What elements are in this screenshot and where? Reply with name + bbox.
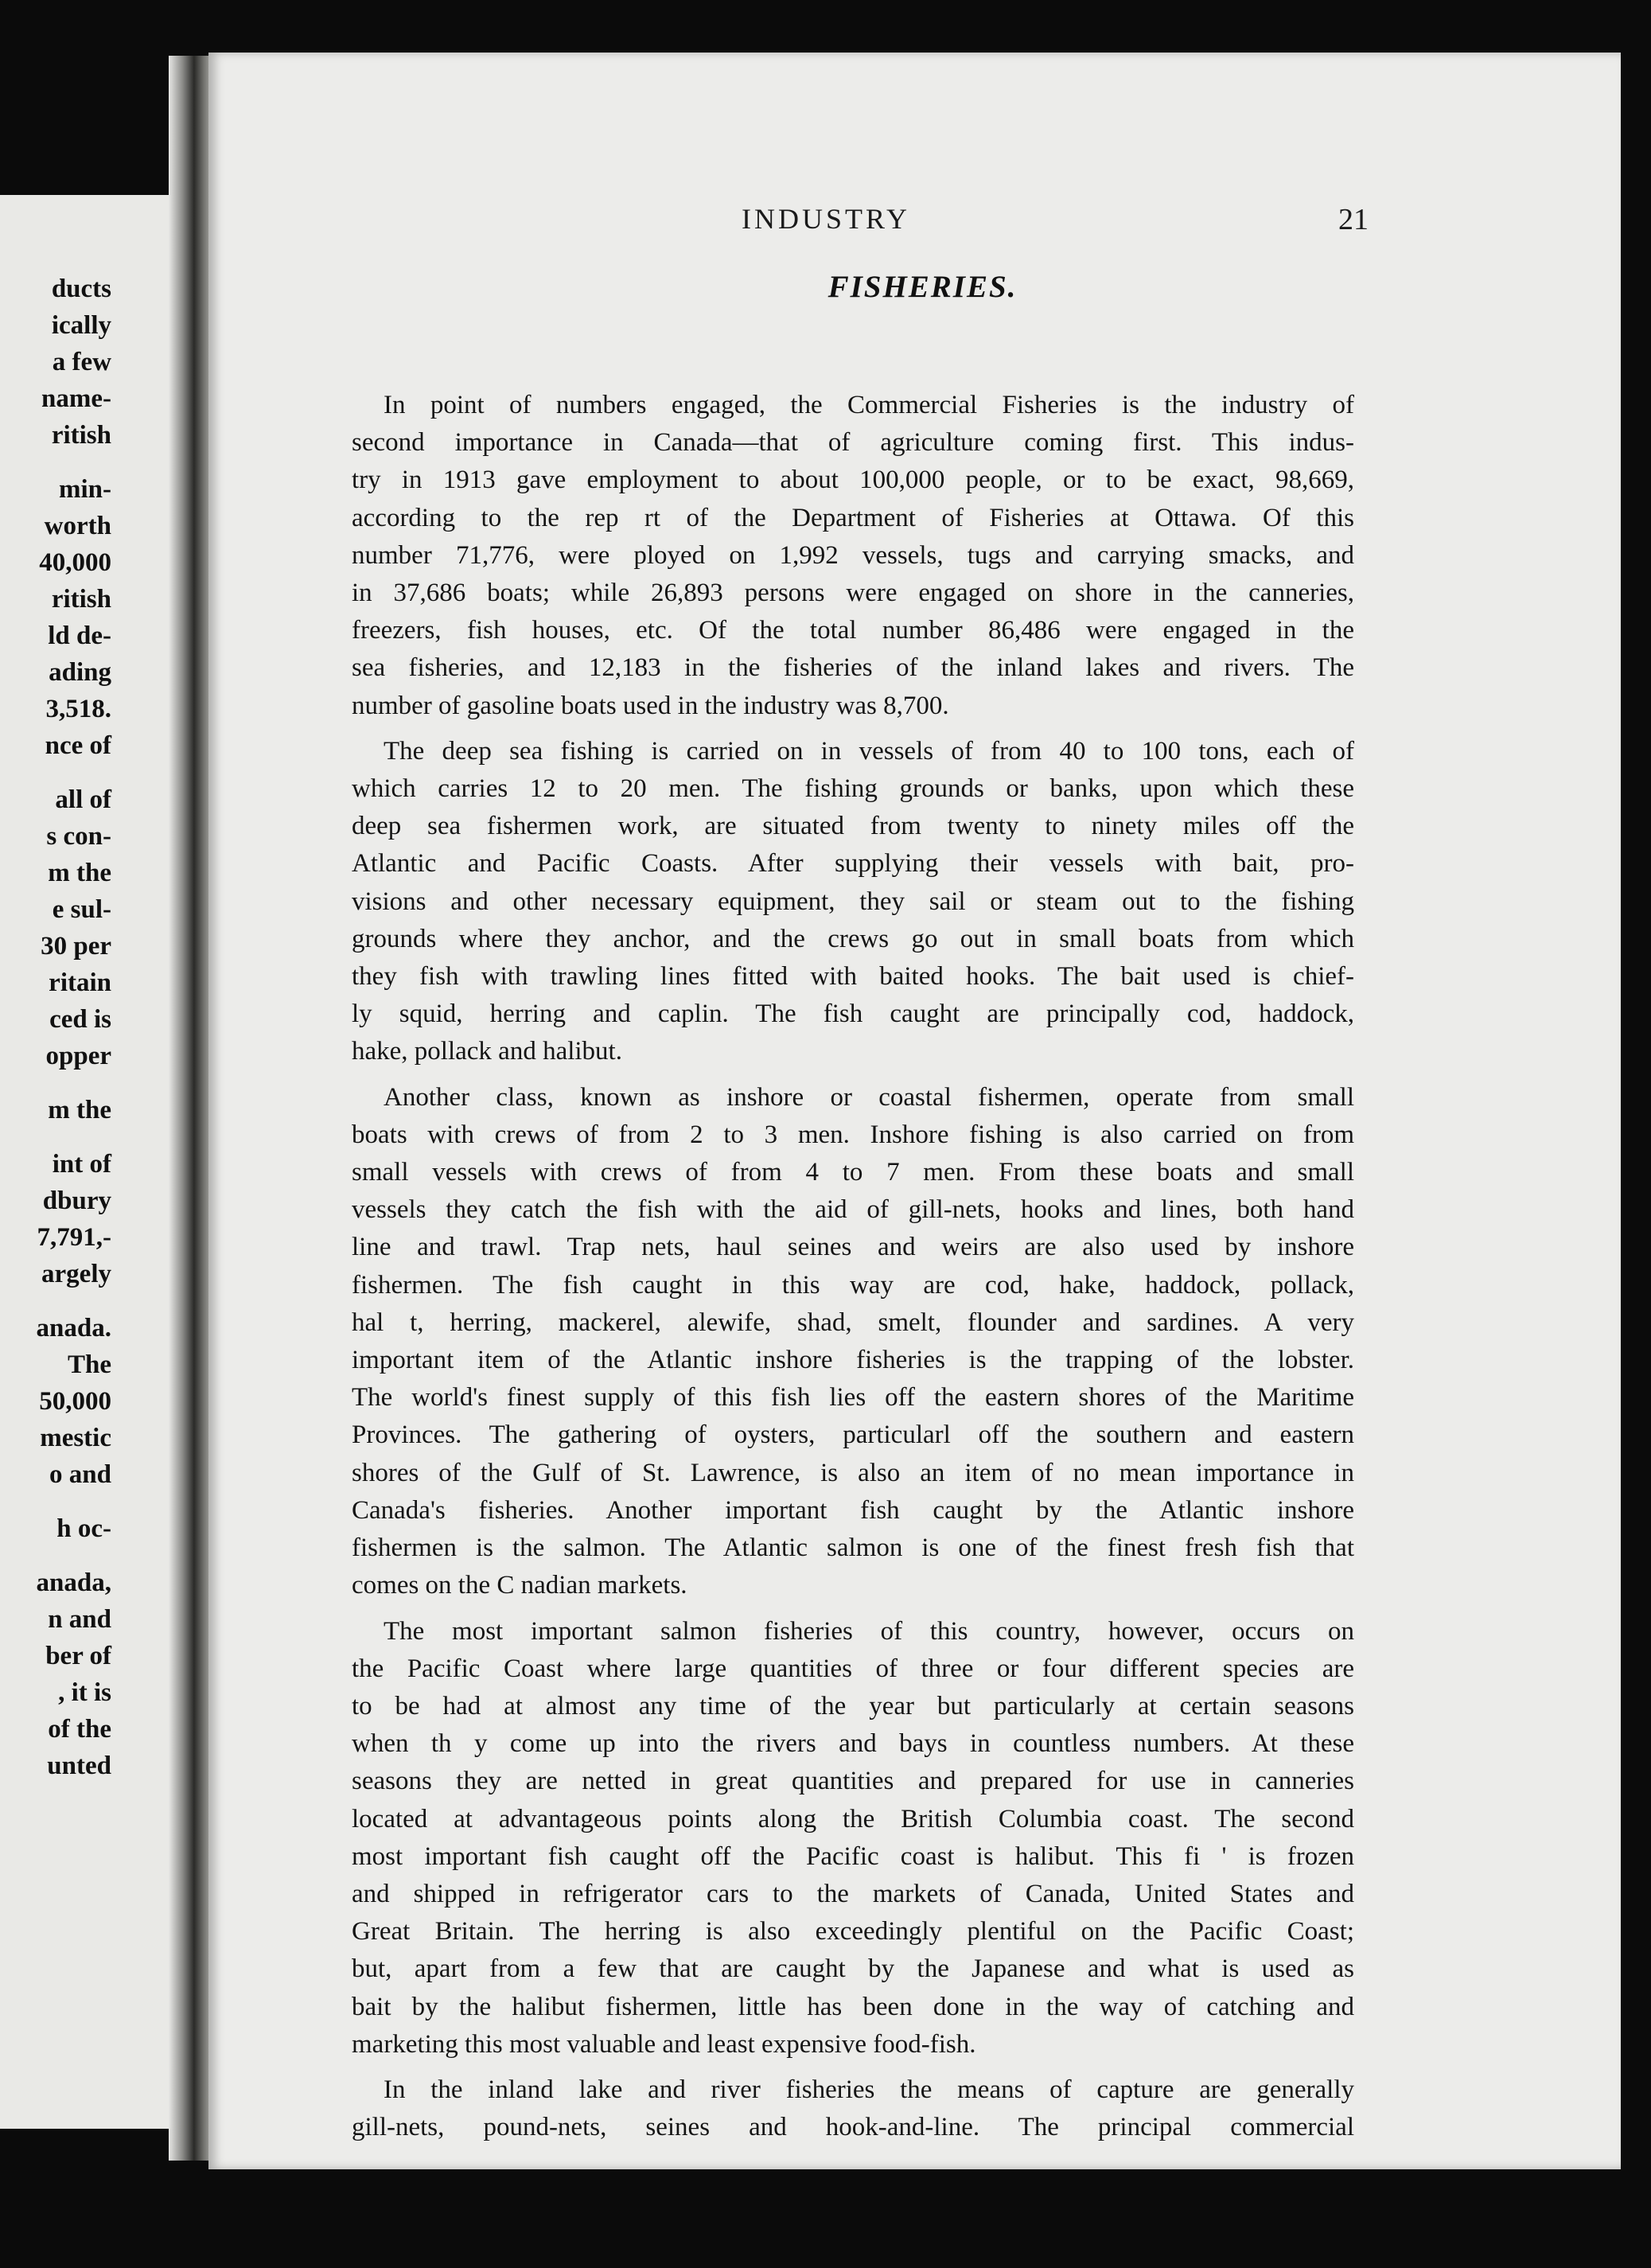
facing-page-text-fragment: The: [67, 1350, 111, 1379]
text-line: which carries 12 to 20 men. The fishing grounds or banks, upon which these: [352, 774, 1354, 804]
body-text: [352, 387, 1354, 2154]
facing-page-text-fragment: e sul-: [52, 895, 111, 924]
text-line: Atlantic and Pacific Coasts. After supplying their vessels with bait, pro-: [352, 849, 1354, 879]
text-line: boats with crews of from 2 to 3 men. Inshore fishing is also carried on from: [352, 1120, 1354, 1149]
text-line: Canada's fisheries. Another important fish caught by the Atlantic inshore: [352, 1495, 1354, 1525]
text-line: The world's finest supply of this fish lies off the eastern shores of the Maritime: [352, 1383, 1354, 1413]
facing-page-text-fragment: ber of: [45, 1642, 111, 1670]
facing-page-text-fragment: 50,000: [39, 1387, 111, 1416]
text-line: important item of the Atlantic inshore fisheries is the trapping of the lobster.: [352, 1346, 1354, 1375]
facing-page-text-fragment: 3,518.: [45, 695, 111, 723]
facing-page-fragment: [0, 195, 181, 2129]
text-line: Provinces. The gathering of oysters, particularl off the southern and eastern: [352, 1420, 1354, 1450]
text-line: grounds where they anchor, and the crews go out in small boats from which: [352, 924, 1354, 953]
text-line: shores of the Gulf of St. Lawrence, is also an item of no mean importance in: [352, 1458, 1354, 1487]
text-line: they fish with trawling lines fitted with baited hooks. The bait used is chief-: [352, 962, 1354, 992]
facing-page-text-fragment: ically: [51, 311, 111, 340]
facing-page-text-fragment: 30 per: [41, 932, 111, 961]
text-line: In the inland lake and river fisheries the means of capture are generally: [384, 2075, 1354, 2104]
facing-page-text-fragment: ced is: [49, 1005, 111, 1034]
text-line: gill-nets, pound-nets, seines and hook-and-line. The principal commercial: [352, 2113, 1354, 2142]
text-line: In point of numbers engaged, the Commercial Fisheries is the industry of: [384, 391, 1354, 419]
facing-page-text-fragment: nce of: [45, 731, 111, 760]
text-line: Another class, known as inshore or coastal fishermen, operate from small: [384, 1082, 1354, 1112]
facing-page-text-fragment: unted: [47, 1752, 111, 1780]
text-line: second importance in Canada—that of agriculture coming first. This indus-: [352, 428, 1354, 458]
facing-page-text-fragment: m the: [48, 1096, 111, 1124]
facing-page-text-fragment: ld de-: [48, 622, 111, 650]
text-line: vessels they catch the fish with the aid of gill-nets, hooks and lines, both hand: [352, 1195, 1354, 1225]
text-line: seasons they are netted in great quantities and prepared for use in canneries: [352, 1767, 1354, 1796]
text-line: fishermen. The fish caught in this way are cod, hake, haddock, pollack,: [352, 1270, 1354, 1300]
facing-page-text-fragment: n and: [48, 1605, 111, 1634]
facing-page-text-fragment: ritish: [51, 421, 111, 450]
text-line: ly squid, herring and caplin. The fish caught are principally cod, haddock,: [352, 1000, 1354, 1029]
text-line: line and trawl. Trap nets, haul seines and weirs are also used by inshore: [352, 1233, 1354, 1262]
facing-page-text-fragment: anada.: [36, 1314, 111, 1342]
text-line: number of gasoline boats used in the industry was 8,700.: [352, 691, 949, 720]
section-title: FISHERIES.: [827, 270, 1018, 304]
facing-page-text-fragment: h oc-: [56, 1514, 111, 1543]
facing-page-text-fragment: ading: [49, 658, 111, 687]
text-line: marketing this most valuable and least expensive food-fish.: [352, 2029, 976, 2059]
text-line: located at advantageous points along the British Columbia coast. The second: [352, 1804, 1354, 1833]
page-number: 21: [1338, 203, 1369, 236]
facing-page-text-fragment: mestic: [40, 1424, 111, 1452]
text-line: visions and other necessary equipment, they sail or steam out to the fishing: [352, 887, 1354, 916]
text-line: comes on the C nadian markets.: [352, 1571, 687, 1600]
facing-page-text-fragment: ritish: [51, 585, 111, 614]
text-line: bait by the halibut fishermen, little has been done in the way of catching and: [352, 1992, 1354, 2021]
page-header: [208, 202, 1621, 250]
paragraph: [352, 387, 1354, 725]
paragraph: [352, 1079, 1354, 1605]
text-line: hal t, herring, mackerel, alewife, shad, smelt, flounder and sardines. A very: [352, 1307, 1354, 1337]
text-line: the Pacific Coast where large quantities of three or four different species are: [352, 1654, 1354, 1683]
text-line: in 37,686 boats; while 26,893 persons were engaged on shore in the canneries,: [352, 579, 1354, 608]
text-line: but, apart from a few that are caught by the Japanese and what is used as: [352, 1954, 1354, 1984]
facing-page-text-fragment: min-: [59, 475, 111, 504]
facing-page-text-fragment: 7,791,-: [37, 1223, 111, 1252]
facing-page-text-fragment: name-: [41, 384, 111, 413]
facing-page-text-fragment: s con-: [46, 822, 111, 851]
paragraph: [352, 733, 1354, 1071]
text-line: freezers, fish houses, etc. Of the total number 86,486 were engaged in the: [352, 616, 1354, 645]
facing-page-text-fragment: a few: [52, 348, 111, 376]
paragraph: [352, 2071, 1354, 2146]
text-line: when th y come up into the rivers and bays in countless numbers. At these: [352, 1729, 1354, 1759]
facing-page-text-fragment: int of: [52, 1150, 111, 1179]
facing-page-text-fragment: all of: [55, 785, 111, 814]
facing-page-text-fragment: dbury: [42, 1187, 111, 1215]
facing-page-text-fragment: of the: [48, 1715, 111, 1744]
facing-page-text-fragment: anada,: [36, 1569, 111, 1597]
text-line: hake, pollack and halibut.: [352, 1037, 622, 1066]
facing-page-text-fragment: worth: [44, 512, 111, 540]
text-line: The deep sea fishing is carried on in vessels of from 40 to 100 tons, each of: [384, 736, 1354, 766]
facing-page-text-fragment: argely: [41, 1260, 111, 1288]
text-line: number 71,776, were ployed on 1,992 vessels, tugs and carrying smacks, and: [352, 540, 1354, 570]
text-line: most important fish caught off the Pacific coast is halibut. This fi ' is frozen: [352, 1841, 1354, 1871]
facing-page-text-fragment: opper: [45, 1042, 111, 1070]
facing-page-text-fragment: m the: [48, 859, 111, 887]
facing-page-text-fragment: ducts: [51, 275, 111, 303]
text-line: deep sea fishermen work, are situated from twenty to ninety miles off the: [352, 812, 1354, 841]
text-line: fishermen is the salmon. The Atlantic salmon is one of the finest fresh fish that: [352, 1533, 1354, 1563]
text-line: try in 1913 gave employment to about 100,000 people, or to be exact, 98,669,: [352, 466, 1354, 495]
text-line: Great Britain. The herring is also exceedingly plentiful on the Pacific Coast;: [352, 1917, 1354, 1947]
text-line: small vessels with crews of from 4 to 7 men. From these boats and small: [352, 1158, 1354, 1187]
text-line: The most important salmon fisheries of this country, however, occurs on: [384, 1616, 1354, 1646]
text-line: to be had at almost any time of the year but particularly at certain seasons: [352, 1691, 1354, 1720]
book-page: [208, 53, 1621, 2169]
facing-page-text-fragment: 40,000: [39, 548, 111, 577]
running-head: INDUSTRY: [742, 203, 911, 235]
text-line: according to the rep rt of the Department of Fisheries at Ottawa. Of this: [352, 503, 1354, 532]
facing-page-text-fragment: ritain: [49, 968, 111, 997]
text-line: and shipped in refrigerator cars to the markets of Canada, United States and: [352, 1879, 1354, 1908]
text-line: sea fisheries, and 12,183 in the fisheries of the inland lakes and rivers. The: [352, 653, 1354, 683]
paragraph: [352, 1613, 1354, 2063]
facing-page-text-fragment: , it is: [58, 1678, 111, 1707]
facing-page-text-fragment: o and: [49, 1460, 111, 1489]
